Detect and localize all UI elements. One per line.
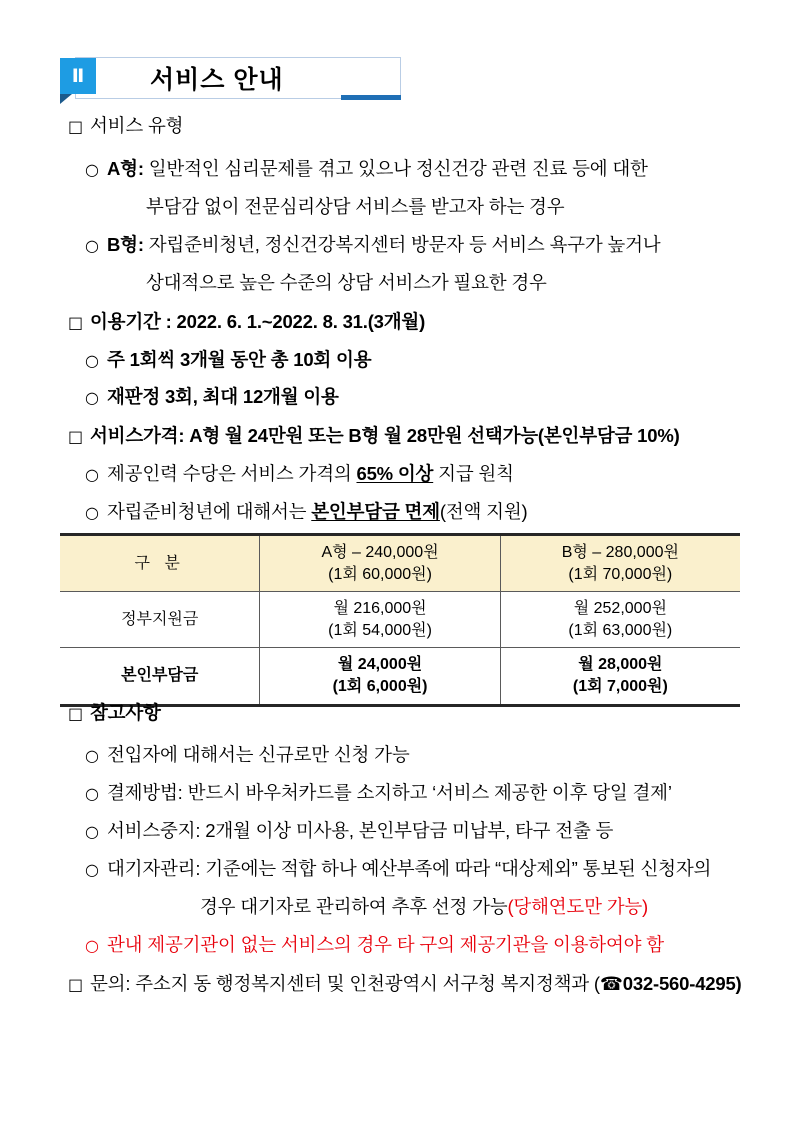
table-header-type-b-sub: (1회 70,000원): [568, 565, 673, 583]
circle-marker-icon: ○: [85, 503, 99, 522]
table-cell-row-label: 정부지원금: [60, 592, 260, 648]
heading-service-price: [68, 425, 680, 447]
gov-subsidy-b-main: 월 252,000원: [573, 600, 667, 618]
price-table: [60, 533, 740, 707]
list-item-price-1: [85, 463, 514, 485]
contact-phone-number: 032-560-4295: [622, 973, 736, 994]
table-row: [60, 592, 740, 648]
heading-notes: [68, 702, 161, 724]
note-2-text: 결제방법: 반드시 바우처카드를 소지하고 ‘서비스 제공한 이후 당일 결제’: [107, 782, 672, 803]
note-3-label: 서비스중지:: [107, 820, 206, 841]
self-pay-b-sub: (1회 7,000원): [572, 677, 668, 695]
list-item-type-a-line2: [146, 196, 564, 218]
list-item-type-b-line1: [85, 234, 660, 256]
square-marker-icon: □: [68, 427, 83, 446]
type-a-text-line1: 일반적인 심리문제를 겪고 있으나 정신건강 관련 진료 등에 대한: [148, 158, 648, 179]
type-b-text-line2: 상대적으로 높은 수준의 상담 서비스가 필요한 경우: [146, 272, 547, 293]
note-1-text: 전입자에 대해서는 신규로만 신청 가능: [107, 744, 410, 765]
table-cell-gov-subsidy-b: [500, 592, 740, 648]
contact-suffix: ): [735, 973, 742, 994]
contact-value: 주소지 동 행정복지센터 및 인천광역시 서구청 복지정책과 (: [135, 973, 600, 994]
self-pay-b-main: 월 28,000원: [578, 656, 663, 674]
table-header-type-a-main: A형 – 240,000원: [321, 544, 439, 561]
list-item-note-4-line2: [200, 896, 648, 918]
badge-tail-icon: [60, 94, 72, 104]
list-item-note-3: [85, 820, 613, 842]
type-a-label: A형:: [107, 158, 144, 179]
list-item-usage-1: [85, 349, 371, 371]
usage-item-1-text: 주 1회씩 3개월 동안 총 10회 이용: [107, 349, 372, 370]
circle-marker-icon: ○: [85, 236, 99, 255]
square-marker-icon: □: [68, 313, 83, 332]
heading-service-type-label: 서비스 유형: [90, 115, 184, 136]
list-item-note-2: [85, 782, 672, 804]
contact-label: 문의:: [90, 973, 136, 994]
table-cell-self-pay-b: [500, 648, 740, 705]
self-pay-a-main: 월 24,000원: [337, 656, 423, 674]
type-a-text-line2: 부담감 없이 전문심리상담 서비스를 받고자 하는 경우: [146, 196, 565, 217]
circle-marker-icon: ○: [85, 160, 99, 179]
list-item-type-b-line2: [146, 272, 547, 294]
square-marker-icon: □: [68, 704, 83, 723]
price-item-1-underlined: 65% 이상: [356, 463, 434, 484]
gov-subsidy-a-main: 월 216,000원: [333, 600, 427, 618]
price-item-2-post: (전액 지원): [439, 501, 528, 522]
circle-marker-icon: ○: [85, 822, 99, 841]
note-4-line2-black: 경우 대기자로 관리하여 추후 선정 가능: [200, 896, 508, 917]
note-4-line2-red: (당해연도만 가능): [507, 896, 648, 917]
circle-marker-icon: ○: [85, 746, 99, 765]
circle-marker-icon: ○: [85, 351, 99, 370]
list-item-price-2: [85, 501, 527, 523]
table-cell-gov-subsidy-a: [260, 592, 500, 648]
notes-heading-label: 참고사항: [90, 702, 161, 723]
page-title: 서비스 안내: [150, 66, 284, 94]
table-header-type-b-main: B형 – 280,000원: [561, 544, 679, 561]
usage-period-label: 이용기간 :: [90, 311, 177, 332]
type-b-text-line1: 자립준비청년, 정신건강복지센터 방문자 등 서비스 욕구가 높거나: [148, 234, 661, 255]
table-row: [60, 648, 740, 705]
list-item-note-1: [85, 744, 410, 766]
roman-numeral-two-icon: Ⅱ: [60, 58, 96, 94]
circle-marker-icon: ○: [85, 465, 99, 484]
table-cell-self-pay-a: [260, 648, 500, 705]
circle-marker-icon: ○: [85, 936, 99, 955]
table-header-type-a-sub: (1회 60,000원): [328, 565, 432, 583]
service-price-label: 서비스가격:: [90, 425, 190, 446]
circle-marker-icon: ○: [85, 784, 99, 803]
table-header-cell-division: 구 분: [60, 535, 260, 592]
gov-subsidy-b-sub: (1회 63,000원): [568, 621, 673, 639]
table-header-row: [60, 535, 740, 592]
title-accent-bar: [341, 95, 401, 100]
circle-marker-icon: ○: [85, 388, 99, 407]
table-cell-row-label: 본인부담금: [60, 648, 260, 705]
square-marker-icon: □: [68, 975, 83, 994]
page-header: [60, 57, 401, 99]
table-header-cell-type-b: [500, 535, 740, 592]
circle-marker-icon: ○: [85, 860, 99, 879]
heading-usage-period: [68, 311, 425, 333]
list-item-type-a-line1: [85, 158, 648, 180]
note-3-value: 2개월 이상 미사용, 본인부담금 미납부, 타구 전출 등: [205, 820, 614, 841]
type-b-label: B형:: [107, 234, 144, 255]
service-price-value: A형 월 24만원 또는 B형 월 28만원 선택가능(본인부담금 10%): [189, 425, 680, 446]
list-item-note-5: [85, 934, 664, 956]
price-item-2-pre: 자립준비청년에 대해서는: [107, 501, 312, 522]
list-item-usage-2: [85, 386, 339, 408]
note-4-label: 대기자관리:: [107, 858, 206, 879]
usage-period-value: 2022. 6. 1.~2022. 8. 31.(3개월): [176, 311, 426, 332]
price-item-2-underlined: 본인부담금 면제: [311, 501, 440, 522]
heading-service-type: [68, 115, 183, 137]
telephone-icon: ☎: [599, 974, 623, 995]
gov-subsidy-a-sub: (1회 54,000원): [328, 621, 432, 639]
contact-line: [68, 973, 742, 996]
square-marker-icon: □: [68, 117, 83, 136]
price-item-1-post: 지급 원칙: [433, 463, 514, 484]
note-4-line1: 기준에는 적합 하나 예산부족에 따라 “대상제외” 통보된 신청자의: [205, 858, 712, 879]
note-5-text: 관내 제공기관이 없는 서비스의 경우 타 구의 제공기관을 이용하여야 함: [107, 934, 664, 955]
self-pay-a-sub: (1회 6,000원): [332, 677, 428, 695]
price-item-1-pre: 제공인력 수당은 서비스 가격의: [107, 463, 357, 484]
usage-item-2-text: 재판정 3회, 최대 12개월 이용: [107, 386, 339, 407]
list-item-note-4-line1: [85, 858, 711, 880]
table-header-cell-type-a: [260, 535, 500, 592]
